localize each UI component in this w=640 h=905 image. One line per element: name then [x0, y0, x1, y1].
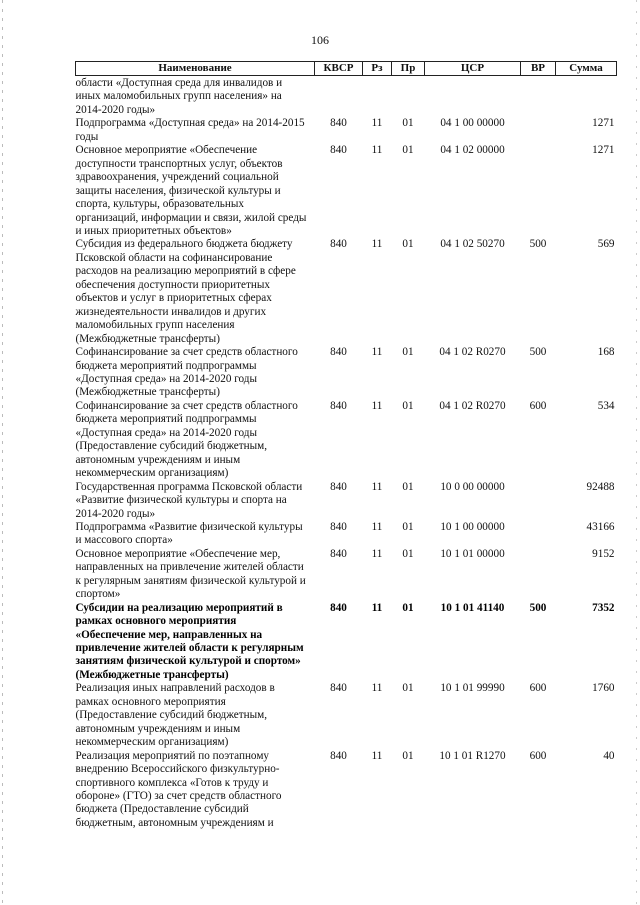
header-rz: Рз — [363, 62, 392, 76]
row-pr: 01 — [402, 346, 414, 359]
row-rz — [363, 76, 392, 118]
row-csr: 10 1 01 00000 — [440, 547, 505, 560]
row-rz: 11 — [371, 346, 383, 359]
budget-table — [75, 61, 617, 830]
table-row — [76, 521, 617, 548]
row-sum: 1271 — [592, 144, 615, 157]
row-kvsr — [315, 76, 363, 118]
row-pr: 01 — [402, 117, 414, 130]
row-pr: 01 — [402, 238, 414, 251]
row-vr: 500 — [529, 238, 547, 251]
row-vr: 600 — [529, 749, 547, 762]
row-pr: 01 — [402, 480, 414, 493]
row-sum: 43166 — [586, 520, 615, 533]
row-vr — [521, 521, 556, 548]
scan-edge-right — [636, 0, 637, 905]
row-pr: 01 — [402, 144, 414, 157]
row-csr: 10 1 01 41140 — [440, 601, 505, 614]
row-pr: 01 — [402, 520, 414, 533]
row-sum: 168 — [597, 346, 615, 359]
header-vr: ВР — [521, 62, 556, 76]
row-rz: 11 — [371, 547, 383, 560]
header-kvsr: КВСР — [315, 62, 363, 76]
row-name: Софинансирование за счет средств областного бюджета мероприятий подпрограммы «Доступная среда» на 2014-2020 годы (Предоставление субсидий бюджетным, автономным учреждениям и иным некоммерческим организациям) — [75, 399, 298, 480]
row-vr — [521, 117, 556, 144]
header-sum: Сумма — [556, 62, 617, 76]
row-vr: 600 — [529, 399, 547, 412]
row-rz: 11 — [371, 682, 383, 695]
row-csr: 10 1 01 R1270 — [439, 749, 506, 762]
row-kvsr: 840 — [330, 346, 347, 359]
row-rz: 11 — [371, 601, 383, 614]
table-row — [76, 346, 617, 400]
table-header-row — [76, 62, 617, 76]
row-name: Основное мероприятие «Обеспечение мер, направленных на привлечение жителей области к регулярным занятиям физической культурой и спортом» — [75, 547, 306, 601]
row-sum: 9152 — [592, 547, 615, 560]
row-kvsr: 840 — [330, 480, 347, 493]
row-csr: 04 1 02 R0270 — [439, 346, 506, 359]
row-kvsr: 840 — [330, 238, 347, 251]
row-csr: 10 1 00 00000 — [440, 520, 505, 533]
row-pr: 01 — [402, 547, 414, 560]
row-rz: 11 — [371, 749, 383, 762]
row-csr: 10 1 01 99990 — [440, 682, 505, 695]
row-csr: 04 1 02 50270 — [440, 238, 505, 251]
row-kvsr: 840 — [330, 399, 347, 412]
header-name: Наименование — [76, 62, 315, 76]
row-name: Субсидии на реализацию мероприятий в рамках основного мероприятия «Обеспечение мер, направленных на привлечение жителей области к регулярным занятиям физической культурой и спортом» (Межбюджетные трансферты) — [75, 601, 304, 681]
row-pr — [392, 76, 425, 118]
row-csr: 04 1 02 00000 — [440, 144, 505, 157]
row-sum: 534 — [597, 399, 615, 412]
table-row — [76, 682, 617, 749]
table-row — [76, 481, 617, 521]
row-rz: 11 — [371, 520, 383, 533]
table-row — [76, 602, 617, 683]
header-csr: ЦСР — [425, 62, 521, 76]
row-name: области «Доступная среда для инвалидов и иных маломобильных групп населения» на 2014-2020 годы» — [75, 77, 283, 116]
row-kvsr: 840 — [330, 117, 347, 130]
row-kvsr: 840 — [330, 749, 347, 762]
row-pr: 01 — [402, 749, 414, 762]
row-sum — [556, 76, 617, 118]
table-row — [76, 750, 617, 831]
row-kvsr: 840 — [330, 547, 347, 560]
row-kvsr: 840 — [330, 682, 347, 695]
row-vr: 500 — [529, 601, 547, 614]
scan-edge-left — [2, 0, 3, 905]
table-row — [76, 117, 617, 144]
row-name: Субсидия из федерального бюджета бюджету Псковской области на софинансирование расходов на реализацию мероприятий в сфере обеспечения доступности приоритетных объектов и услуг в приоритетных сферах жизнедеятельности инвалидов и других маломобильных групп населения (Межбюджетные трансферты) — [75, 238, 296, 345]
row-sum: 1760 — [592, 682, 615, 695]
row-name: Подпрограмма «Развитие физической культуры и массового спорта» — [75, 520, 303, 547]
row-name: Подпрограмма «Доступная среда» на 2014-2015 годы — [75, 117, 305, 143]
row-name: Государственная программа Псковской области «Развитие физической культуры и спорта на 2014-2020 годы» — [75, 480, 303, 520]
row-sum: 40 — [603, 749, 615, 762]
row-vr: 600 — [529, 682, 547, 695]
row-kvsr: 840 — [330, 144, 347, 157]
row-rz: 11 — [371, 117, 383, 130]
row-pr: 01 — [402, 399, 414, 412]
row-rz: 11 — [371, 144, 383, 157]
table-row — [76, 400, 617, 481]
row-name: Реализация иных направлений расходов в рамках основного мероприятия (Предоставление субсидий бюджетным, автономным учреждениям и иным некоммерческим организациям) — [75, 682, 275, 749]
row-vr — [521, 76, 556, 118]
row-vr — [521, 144, 556, 238]
row-csr: 04 1 00 00000 — [440, 117, 505, 130]
row-sum: 7352 — [592, 601, 615, 614]
row-sum: 1271 — [592, 117, 615, 130]
row-rz: 11 — [371, 238, 383, 251]
page-number: 106 — [311, 33, 329, 47]
row-vr — [521, 548, 556, 602]
row-rz: 11 — [371, 399, 383, 412]
row-csr: 04 1 02 R0270 — [439, 399, 506, 412]
table-row — [76, 548, 617, 602]
row-sum: 92488 — [586, 480, 615, 493]
row-vr: 500 — [529, 346, 547, 359]
row-pr: 01 — [402, 601, 414, 614]
table-row — [76, 144, 617, 238]
row-sum: 569 — [597, 238, 615, 251]
table-row — [76, 238, 617, 346]
row-kvsr: 840 — [330, 520, 347, 533]
row-name: Реализация мероприятий по поэтапному внедрению Всероссийского физкультурно-спортивного комплекса «Готов к труду и обороне» (ГТО) за счет средств областного бюджета (Предоставление субсидий бюджетным, автономным учреждениям и — [75, 749, 282, 829]
row-name: Софинансирование за счет средств областного бюджета мероприятий подпрограммы «Доступная среда» на 2014-2020 годы (Межбюджетные трансферты) — [75, 346, 298, 399]
row-csr — [425, 76, 521, 118]
row-name: Основное мероприятие «Обеспечение доступности транспортных услуг, объектов здравоохранения, учреждений социальной защиты населения, физической культуры и спорта, культуры, образовательных организаций, информации и связи, жилой среды и иных приоритетных объектов» — [75, 144, 307, 237]
row-kvsr: 840 — [330, 601, 347, 614]
row-pr: 01 — [402, 682, 414, 695]
row-csr: 10 0 00 00000 — [440, 480, 505, 493]
row-vr — [521, 481, 556, 521]
header-pr: Пр — [392, 62, 425, 76]
table-row — [76, 76, 617, 118]
row-rz: 11 — [371, 480, 383, 493]
